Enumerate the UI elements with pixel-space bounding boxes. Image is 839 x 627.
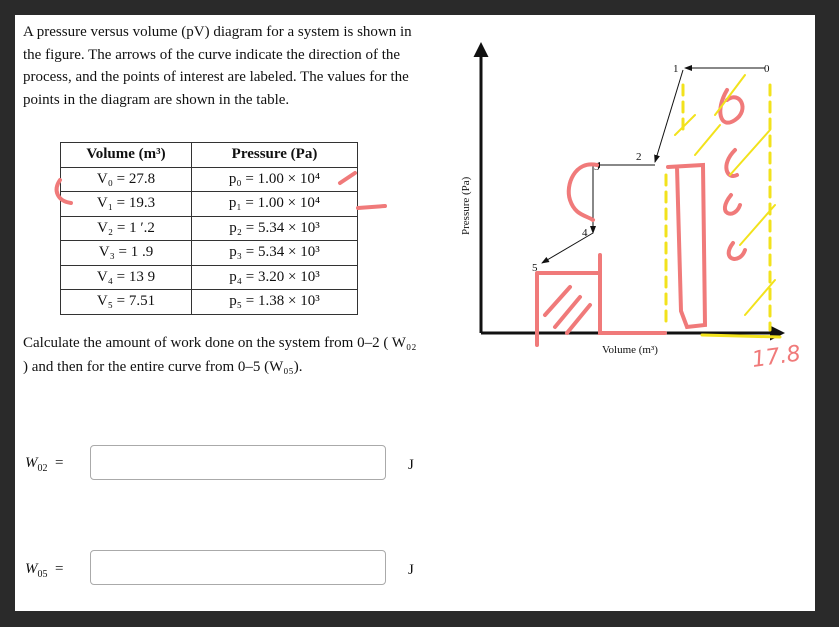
problem-page (15, 15, 815, 611)
pressure-cell: p₁ = 1.00 × 10⁴ (192, 192, 358, 217)
equals-sign: = (55, 561, 64, 577)
volume-cell: V₃ = 1 .9 (61, 241, 192, 266)
point-label-2: 2 (636, 151, 642, 163)
volume-cell: V₅ = 7.51 (61, 290, 192, 315)
volume-cell: V₂ = 1 ′.2 (61, 216, 192, 241)
point-label-3: 3 (594, 161, 600, 173)
w-symbol: W (25, 455, 38, 471)
pressure-header: Pressure (Pa) (192, 143, 358, 168)
w05-unit: J (408, 562, 414, 578)
y-axis-label: Pressure (Pa) (460, 176, 472, 235)
yellow-annotations (666, 75, 780, 337)
pressure-cell: p₀ = 1.00 × 10⁴ (192, 167, 358, 192)
point-label-5: 5 (532, 262, 538, 274)
w-subscript: 02 (37, 463, 48, 474)
handwritten-value: 17.8 (750, 341, 803, 373)
w02-unit: J (408, 457, 414, 473)
pink-annotations (57, 90, 745, 345)
pressure-cell: p₂ = 5.34 × 10³ (192, 216, 358, 241)
equals-sign: = (55, 455, 64, 471)
w-subscript: 05 (37, 569, 48, 580)
pressure-cell: p₅ = 1.38 × 10³ (192, 290, 358, 315)
point-label-0: 0 (764, 63, 770, 75)
x-axis-label: Volume (m³) (602, 344, 658, 356)
volume-header: Volume (m³) (61, 143, 192, 168)
pressure-cell: p₃ = 5.34 × 10³ (192, 241, 358, 266)
point-label-1: 1 (673, 63, 679, 75)
volume-cell: V₄ = 13 9 (61, 265, 192, 290)
question-text: Calculate the amount of work done on the system from 0–2 ( W₀₂ ) and then for the entire curve from 0–5 (W₀₅). (23, 335, 417, 375)
problem-intro: A pressure versus volume (pV) diagram for a system is shown in the figure. The arrows of the curve indicate the direction of the process, and the points of interest are labeled. The values for the points in the diagram are shown in the table. (23, 24, 412, 108)
point-label-4: 4 (582, 227, 588, 239)
volume-cell: V₀ = 27.8 (61, 167, 192, 192)
pressure-cell: p₄ = 3.20 × 10³ (192, 265, 358, 290)
w-symbol: W (25, 561, 38, 577)
volume-cell: V₁ = 19.3 (61, 192, 192, 217)
pv-diagram (15, 15, 815, 611)
